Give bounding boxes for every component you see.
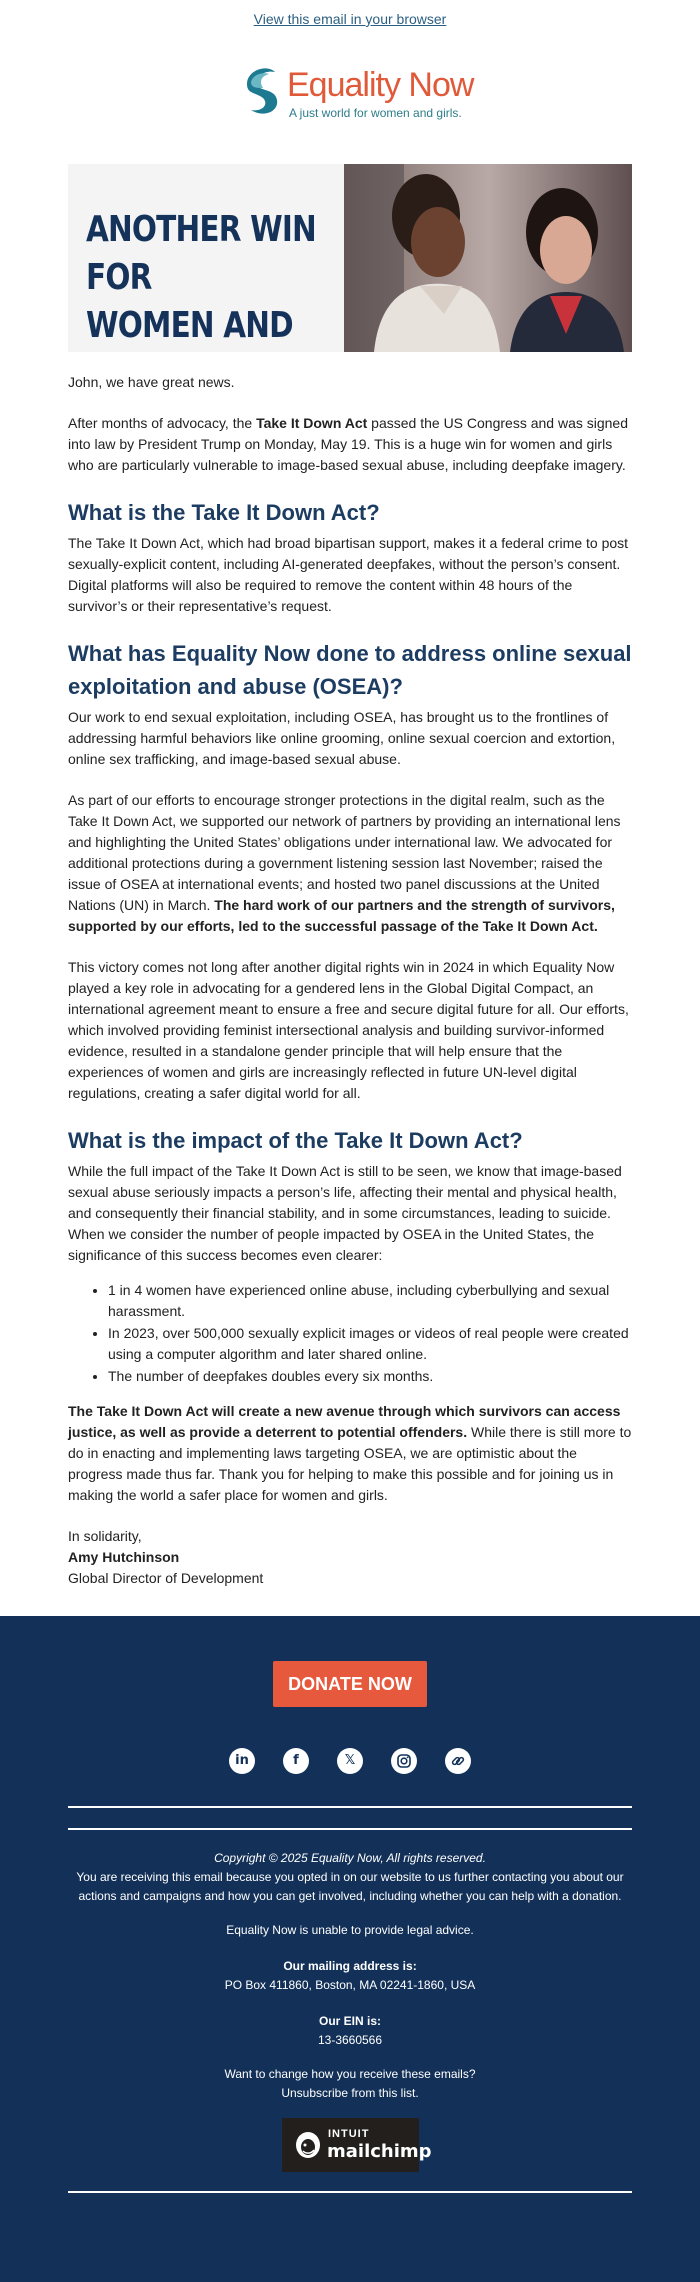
hero-banner [68, 164, 632, 352]
opt-in-reason: You are receiving this email because you opted in on our website to us further contacting you about our actions and campaigns and how you can get involved, including whether you can help with a donation. [76, 1870, 624, 1903]
list-item: • The number of deepfakes doubles every six months. [108, 1366, 632, 1387]
efforts-bold: The hard work of our partners and the strength of survivors, supported by our efforts, led to the successful passage of the Take It Down Act. [68, 897, 615, 934]
list-item: • In 2023, over 500,000 sexually explicit images or videos of real people were created using a computer algorithm and later shared online. [108, 1323, 632, 1365]
heading-what-is-act: What is the Take It Down Act? [68, 500, 380, 525]
equality-now-logo-icon [241, 62, 283, 118]
hero-photo [344, 164, 632, 352]
mailchimp-top: INTUIT [328, 2128, 370, 2140]
donate-button[interactable]: DONATE NOW [273, 1661, 427, 1707]
ein [68, 2012, 632, 2050]
x-icon[interactable]: 𝕏 [337, 1748, 363, 1774]
conclusion-text: While there is still more to do in enacting and implementing laws targeting OSEA, we are optimistic about the progress made thus far. Thank you for helping to make this possible and for joining us in making the world a safer place for women and girls. [68, 1424, 632, 1503]
intro-paragraph [68, 413, 632, 476]
copyright: Copyright © 2025 Equality Now, All rights reserved. [214, 1851, 486, 1865]
impact-list [68, 1280, 632, 1387]
mailing-label: Our mailing address is: [283, 1959, 417, 1973]
instagram-glyph [391, 1748, 417, 1774]
list-item: • 1 in 4 women have experienced online abuse, including cyberbullying and sexual harassment. [108, 1280, 632, 1322]
footer-divider [68, 1806, 632, 1808]
paragraph-impact: While the full impact of the Take It Down Act is still to be seen, we know that image-based sexual abuse seriously impacts a person’s life, affecting their mental and physical health, and consequently their financial stability, and in some circumstances, leading to suicide. When we consider the number of people impacted by OSEA in the United States, the significance of this success becomes even clearer: [68, 1163, 622, 1263]
paragraph-conclusion [68, 1401, 632, 1506]
signer-title: Global Director of Development [68, 1570, 264, 1586]
link-glyph [445, 1748, 471, 1774]
brand-tagline: A just world for women and girls. [289, 106, 462, 120]
mailchimp-wordmark: mailchimp [327, 2141, 432, 2162]
paragraph-act-description: The Take It Down Act, which had broad bipartisan support, makes it a federal crime to post sexually-explicit content, including AI-generated deepfakes, without the person’s consent. Digital platforms will also be required to remove the content within 48 hours of the survivor’s or their representative’s request. [68, 535, 629, 614]
hero-line-1: ANOTHER WIN FOR [86, 209, 316, 298]
hero-headline [86, 206, 348, 352]
efforts-text: As part of our efforts to encourage stronger protections in the digital realm, such as the Take It Down Act, we supported our network of partners by providing an international lens and highlighting the United States’ obligations under international law. We advocated for additional protections during a government listening session last November; raised the issue of OSEA at international events; and hosted two panel discussions at the United Nations (UN) in March. [68, 792, 621, 913]
social-links [229, 1748, 471, 1776]
intro-bold: Take It Down Act [256, 415, 368, 431]
paragraph-osea-work: Our work to end sexual exploitation, including OSEA, has brought us to the frontlines of addressing harmful behaviors like online grooming, online sexual coercion and extortion, online sex trafficking, and image-based sexual abuse. [68, 709, 616, 767]
greeting: John, we have great news. [68, 374, 235, 390]
link-icon[interactable] [445, 1748, 471, 1774]
mailchimp-icon [294, 2130, 322, 2160]
conclusion-bold: The Take It Down Act will create a new avenue through which survivors can access justice, as well as provide a deterrent to potential offenders. [68, 1403, 621, 1440]
footer-notice [68, 1849, 632, 1906]
closing: In solidarity, [68, 1528, 142, 1544]
linkedin-icon[interactable]: in [229, 1748, 255, 1774]
footer-divider [68, 2191, 632, 2193]
intro-text-start: After months of advocacy, the [68, 415, 257, 431]
mailchimp-badge[interactable] [282, 2118, 432, 2172]
signature [68, 1526, 632, 1589]
top-bar [0, 0, 700, 40]
legal-notice: Equality Now is unable to provide legal advice. [226, 1923, 474, 1937]
ein-label: Our EIN is: [318, 2014, 381, 2028]
mailing-address [68, 1957, 632, 1995]
hero-line-2: WOMEN AND [86, 305, 293, 346]
instagram-icon[interactable] [391, 1748, 417, 1774]
paragraph-digital-compact: This victory comes not long after another digital rights win in 2024 in which Equality Now played a key role in advocating for a gendered lens in the Global Digital Compact, an international agreement meant to ensure a free and secure digital future for all. Our efforts, which involved providing feminist intersectional analysis and building survivor-informed evidence, resulted in a standalone gender principle that will help ensure that the experiences of women and girls are increasingly reflected in future UN-level digital regulations, creating a safer digital world for all. [68, 959, 629, 1101]
email-body [68, 372, 632, 1589]
mailing-value: PO Box 411860, Boston, MA 02241-1860, USA [224, 1978, 476, 1992]
brand-logo[interactable] [0, 40, 700, 164]
unsubscribe-link[interactable]: Unsubscribe from this list. [281, 2086, 419, 2100]
footer [0, 1616, 700, 2282]
change-preferences-text: Want to change how you receive these emails? [224, 2067, 476, 2081]
view-in-browser-link[interactable]: View this email in your browser [253, 11, 447, 27]
intro-text-end: passed the US Congress and was signed into law by President Trump on Monday, May 19. This is a huge win for women and girls who are particularly vulnerable to image-based sexual abuse, including deepfake imagery. [68, 415, 629, 473]
ein-value: 13-3660566 [317, 2033, 383, 2047]
heading-equality-now-osea: What has Equality Now done to address online sexual exploitation and abuse (OSEA)? [68, 641, 632, 699]
brand-name: Equality Now [287, 66, 474, 104]
signer-name-text: Amy Hutchinson [68, 1549, 180, 1565]
heading-impact: What is the impact of the Take It Down Act? [68, 1128, 523, 1153]
preferences [68, 2065, 632, 2103]
footer-divider [68, 1828, 632, 1830]
paragraph-efforts [68, 790, 632, 937]
facebook-icon[interactable]: f [283, 1748, 309, 1774]
signer-name [68, 1547, 632, 1568]
